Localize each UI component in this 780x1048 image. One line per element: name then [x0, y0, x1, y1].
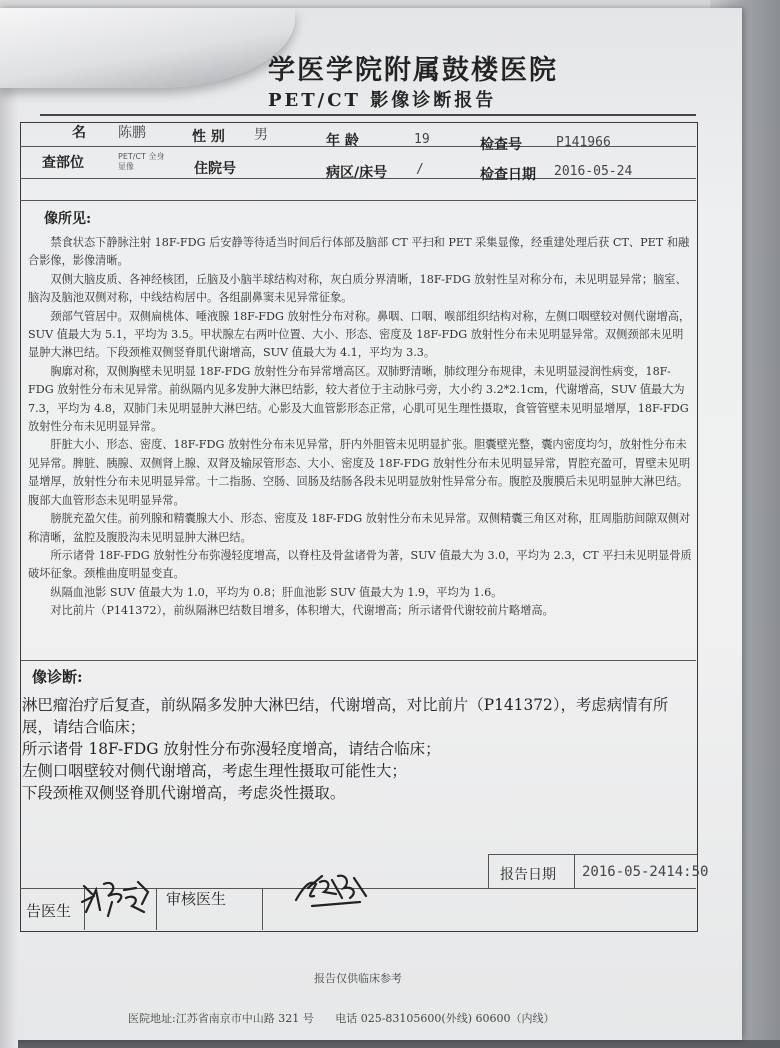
findings-paragraph: 对比前片（P141372），前纵隔淋巴结数目增多，体积增大，代谢增高；所示诸骨代谢较前片略增高。 [50, 604, 554, 618]
ward-value: / [416, 162, 424, 177]
cell-divider [262, 888, 263, 930]
hospital-name: 学医学院附属鼓楼医院 [268, 55, 558, 86]
findings-paragraph: 双侧大脑皮质、各神经核团，丘脑及小脑半球结构对称，灰白质分界清晰，18F-FDG 放射性呈对称分布，未见明显异常；脑室、脑沟及脑池双侧对称，中线结构居中。各组副鼻窦未见异常征象。 [28, 272, 687, 305]
diagnosis-heading: 像诊断: [32, 668, 83, 686]
exam-no-label: 检查号 [480, 137, 522, 153]
diagnosis-line: 淋巴瘤治疗后复查，前纵隔多发肿大淋巴结，代谢增高，对比前片（P141372），考虑病情有所 [22, 696, 669, 714]
title-rule [40, 114, 696, 116]
findings-paragraph: 膀胱充盈欠佳。前列腺和精囊腺大小、形态、密度及 18F-FDG 放射性分布未见异常。双侧精囊三角区对称，肛周脂肪间隙双侧对称清晰，盆腔及腹股沟未见明显肿大淋巴结。 [28, 512, 691, 544]
hospital-address: 医院地址:江苏省南京市中山路 321 号 [128, 1012, 314, 1025]
diagnosis-body [22, 694, 692, 804]
findings-paragraph: 肝脏大小、形态、密度、18F-FDG 放射性分布未见异常，肝内外胆管未见明显扩张。胆囊壁光整，囊内密度均匀，放射性分布未见异常。脾脏、胰腺、双侧肾上腺、双肾及输尿管形态、大小、密度及 18F-FDG 放射性分布未见明显异常，胃腔充盈可，胃壁未见明显增厚，放射性分布未见明显异常。十二指肠、空肠、回肠及结肠各段未见明显放射性异常分布。腹腔及腹膜后未见明显肿大淋巴结。腹部大血管形态未见明显异常。 [28, 438, 691, 507]
exam-part-value [118, 152, 164, 172]
report-doctor-label: 告医生 [26, 902, 72, 920]
report-date-label: 报告日期 [500, 867, 556, 883]
findings-heading: 像所见: [44, 211, 92, 227]
report-date-value: 2016-05-2414:50 [582, 864, 709, 880]
diagnosis-line: 展，请结合临床； [22, 718, 146, 736]
diagnosis-line: 左侧口咽壁较对侧代谢增高，考虑生理性摄取可能性大； [22, 762, 407, 780]
diagnosis-line: 所示诸骨 18F-FDG 放射性分布弥漫轻度增高，请结合临床； [22, 740, 441, 758]
findings-paragraph: 所示诸骨 18F-FDG 放射性分布弥漫轻度增高，以脊柱及骨盆诸骨为著，SUV 值最大为 3.0，平均为 2.3，CT 平扫未见明显骨质破坏征象。颈椎曲度明显变直。 [28, 548, 692, 581]
exam-date-value: 2016-05-24 [554, 164, 633, 179]
findings-paragraph: 胸廓对称，双侧胸壁未见明显 18F-FDG 放射性分布异常增高区。双肺野清晰，肺纹理分布规律，未见明显浸润性病变，18F-FDG 放射性分布未见异常。前纵隔内见多发肿大淋巴结影，较大者位于主动脉弓旁，大小约 3.2*2.1cm，代谢增高，SUV 值最大为 7.3，平均为 4.8，双肺门未见明显肿大淋巴结。心影及大血管影形态正常，心肌可见生理性摄取，食管管壁未见明显增厚，18F-FDG 放射性分布未见明显异常。 [28, 364, 689, 434]
review-doctor-label: 审核医生 [166, 890, 227, 908]
inpatient-label: 住院号 [194, 161, 236, 177]
findings-paragraph: 纵隔血池影 SUV 值最大为 1.0，平均为 0.8；肝血池影 SUV 值最大为 1.9，平均为 1.6。 [50, 585, 503, 599]
findings-paragraph: 禁食状态下静脉注射 18F-FDG 后安静等待适当时间后行体部及脑部 CT 平扫和 PET 采集显像，经重建处理后获 CT、PET 和融合影像，影像清晰。 [28, 236, 690, 268]
age-label: 年 龄 [326, 133, 359, 149]
age-value: 19 [414, 132, 430, 147]
ward-label: 病区/床号 [326, 165, 388, 181]
hospital-phone: 电话 025-83105600(外线) 60600（内线） [335, 1012, 555, 1025]
findings-body [28, 234, 692, 621]
exam-part-line: 显像 [118, 162, 134, 171]
row-divider [20, 200, 696, 201]
exam-no-value: P141966 [556, 135, 611, 150]
exam-part-line: PET/CT 全身 [118, 152, 165, 161]
page-curl [0, 8, 295, 88]
page-edge-shadow [0, 72, 18, 1048]
sex-label: 性 别 [192, 129, 225, 145]
exam-part-label: 查部位 [42, 155, 84, 171]
diagnosis-line: 下段颈椎双侧竖脊肌代谢增高，考虑炎性摄取。 [22, 784, 346, 802]
report-doctor-signature [78, 872, 158, 918]
name-value: 陈鹏 [118, 125, 146, 141]
report-sheet [0, 8, 742, 1040]
review-doctor-signature [292, 866, 372, 912]
name-label: 名 [72, 125, 86, 141]
footer-note: 报告仅供临床参考 [314, 972, 402, 985]
sex-value: 男 [254, 127, 268, 143]
row-divider [20, 660, 696, 661]
cell-divider [574, 854, 575, 888]
findings-paragraph: 颈部气管居中。双侧扁桃体、唾液腺 18F-FDG 放射性分布对称。鼻咽、口咽、喉部组织结构对称，左侧口咽壁较对侧代谢增高，SUV 值最大为 5.1，平均为 3.5。甲状腺左右两叶位置、大小、形态、密度及 18F-FDG 放射性分布未见明显异常。双侧颈部未见明显肿大淋巴结。下段颈椎双侧竖脊肌代谢增高，SUV 值最大为 4.1，平均为 3.3。 [28, 309, 691, 360]
report-title: PET/CT 影像诊断报告 [268, 90, 497, 111]
exam-date-label: 检查日期 [480, 167, 536, 183]
footer-address-line [128, 1010, 554, 1026]
